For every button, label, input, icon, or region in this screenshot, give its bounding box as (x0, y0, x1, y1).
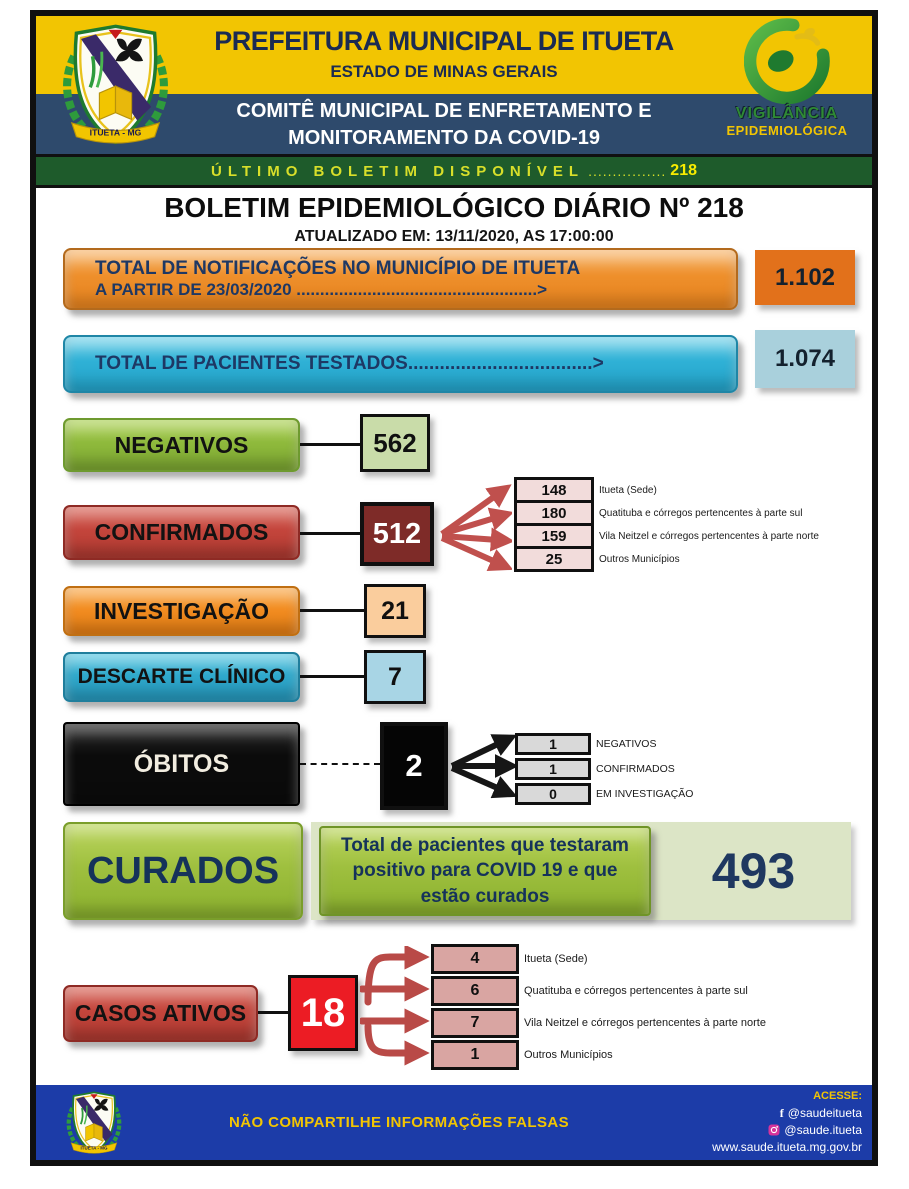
breakdown-value: 6 (431, 976, 519, 1006)
breakdown-label: Quatituba e córregos pertencentes à parte sul (524, 985, 748, 997)
vigilancia-logo (708, 18, 866, 152)
access-label: ACESSE: (813, 1090, 862, 1102)
last-bulletin-dots: ................ (588, 163, 667, 179)
confirmados-connector (300, 532, 360, 535)
breakdown-row (431, 1040, 766, 1070)
tested-value: 1.074 (755, 330, 855, 388)
casos-ativos-breakdown (431, 942, 766, 1070)
casos-ativos-label: CASOS ATIVOS (63, 985, 258, 1042)
descarte-value: 7 (364, 650, 426, 704)
header-title: PREFEITURA MUNICIPAL DE ITUETA (214, 26, 674, 56)
breakdown-value: 180 (514, 500, 594, 526)
confirmados-value: 512 (360, 502, 434, 566)
last-bulletin-label: ÚLTIMO BOLETIM DISPONÍVEL (211, 162, 585, 180)
breakdown-value: 25 (514, 546, 594, 572)
obitos-label: ÓBITOS (63, 722, 300, 806)
curados-description: Total de pacientes que testaram positivo para COVID 19 e que estão curados (319, 826, 651, 916)
notifications-label-line2: A PARTIR DE 23/03/2020 ...................................................> (95, 280, 548, 299)
breakdown-row (431, 944, 766, 974)
breakdown-row (515, 783, 693, 805)
notifications-total-bar (63, 248, 738, 310)
breakdown-label: Quatituba e córregos pertencentes à parte sul (599, 507, 803, 519)
breakdown-label: Vila Neitzel e córregos pertencentes à parte norte (599, 530, 819, 542)
breakdown-label: Itueta (Sede) (599, 484, 657, 496)
breakdown-row (515, 733, 693, 755)
footer-coat-of-arms-icon (64, 1090, 124, 1156)
casos-ativos-connector (258, 1011, 288, 1014)
descarte-connector (300, 675, 364, 678)
obitos-arrows-icon (450, 732, 516, 804)
notifications-value: 1.102 (755, 250, 855, 305)
breakdown-label: NEGATIVOS (596, 738, 657, 750)
confirmados-breakdown (514, 480, 819, 572)
breakdown-row (515, 758, 693, 780)
footer-message: NÃO COMPARTILHE INFORMAÇÕES FALSAS (229, 1114, 569, 1131)
breakdown-row (431, 1008, 766, 1038)
breakdown-label: EM INVESTIGAÇÃO (596, 788, 694, 800)
footer (36, 1085, 872, 1160)
negativos-connector (300, 443, 360, 446)
breakdown-value: 7 (431, 1008, 519, 1038)
breakdown-label: Itueta (Sede) (524, 953, 588, 965)
confirmados-arrows-icon (440, 484, 512, 576)
casos-ativos-arrows-icon (360, 946, 430, 1068)
casos-ativos-value: 18 (288, 975, 358, 1051)
curados-value: 493 (711, 843, 796, 899)
facebook-icon: f (779, 1105, 784, 1120)
committee-line2: MONITORAMENTO DA COVID-19 (288, 127, 600, 149)
website-link[interactable]: www.saude.itueta.mg.gov.br (712, 1139, 862, 1154)
breakdown-value: 159 (514, 523, 594, 549)
investigacao-connector (300, 609, 364, 612)
obitos-connector (300, 763, 380, 765)
negativos-label: NEGATIVOS (63, 418, 300, 472)
breakdown-label: Outros Municípios (524, 1049, 613, 1061)
breakdown-row (431, 976, 766, 1006)
bulletin-updated: ATUALIZADO EM: 13/11/2020, AS 17:00:00 (294, 228, 614, 245)
bulletin-page (30, 10, 878, 1166)
tested-label: TOTAL DE PACIENTES TESTADOS...................................> (95, 353, 604, 374)
vigilancia-label: VIGILÂNCIA (735, 105, 839, 122)
facebook-handle[interactable]: f @saudeitueta (712, 1105, 862, 1122)
obitos-breakdown (515, 730, 693, 805)
confirmados-label: CONFIRMADOS (63, 505, 300, 560)
breakdown-value: 1 (431, 1040, 519, 1070)
instagram-icon (768, 1124, 780, 1136)
committee-line1: COMITÊ MUNICIPAL DE ENFRETAMENTO E (236, 100, 652, 122)
epidemiologica-label: EPIDEMIOLÓGICA (726, 123, 848, 138)
breakdown-value: 148 (514, 477, 594, 503)
investigacao-label: INVESTIGAÇÃO (63, 586, 300, 636)
itueta-coat-of-arms-icon (58, 21, 173, 149)
curados-label: CURADOS (63, 822, 303, 920)
bulletin-title: BOLETIM EPIDEMIOLÓGICO DIÁRIO Nº 218 (164, 192, 744, 223)
breakdown-label: Vila Neitzel e córregos pertencentes à parte norte (524, 1017, 766, 1029)
descarte-label: DESCARTE CLÍNICO (63, 652, 300, 702)
header-subtitle: ESTADO DE MINAS GERAIS (330, 62, 558, 81)
instagram-handle[interactable]: @saude.itueta (712, 1122, 862, 1139)
obitos-value: 2 (380, 722, 448, 810)
breakdown-value: 1 (515, 758, 591, 780)
breakdown-label: Outros Municípios (599, 553, 680, 565)
last-bulletin-number: 218 (670, 162, 697, 179)
last-bulletin-band (36, 154, 872, 188)
vigilancia-swoosh-icon (744, 18, 830, 104)
breakdown-value: 0 (515, 783, 591, 805)
tested-total-bar (63, 335, 738, 393)
breakdown-value: 1 (515, 733, 591, 755)
negativos-value: 562 (360, 414, 430, 472)
breakdown-row (514, 546, 819, 572)
investigacao-value: 21 (364, 584, 426, 638)
notifications-label-line1: TOTAL DE NOTIFICAÇÕES NO MUNICÍPIO DE ITUETA (95, 258, 581, 279)
breakdown-value: 4 (431, 944, 519, 974)
breakdown-label: CONFIRMADOS (596, 763, 675, 775)
